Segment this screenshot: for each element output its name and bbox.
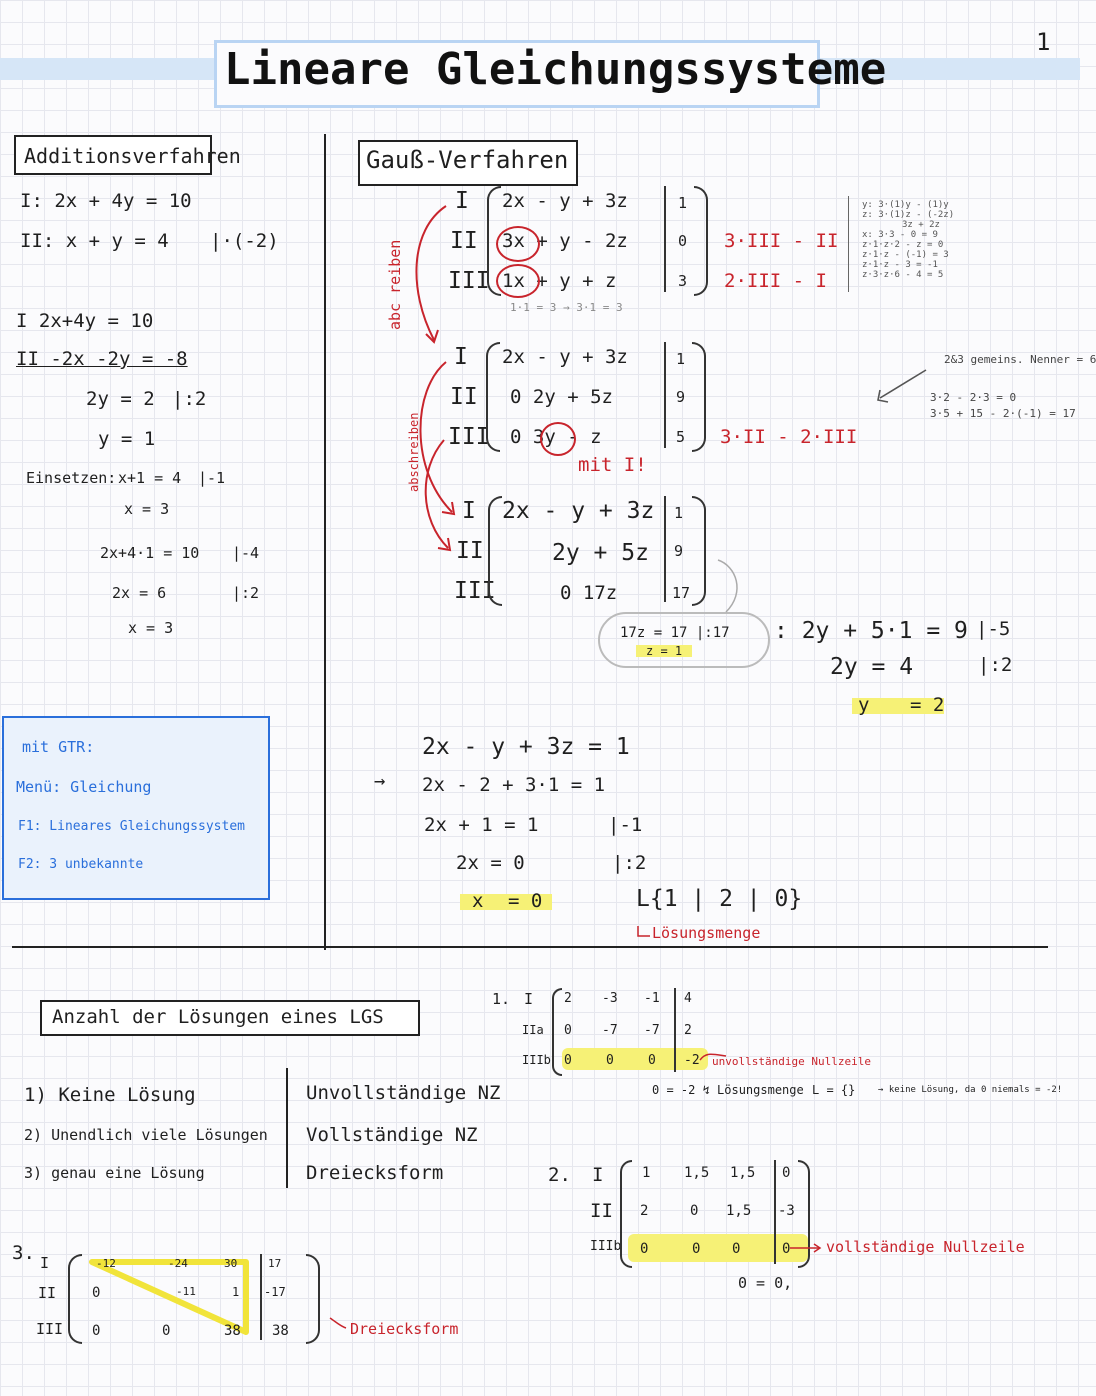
ex3-number: 3. (12, 1242, 35, 1264)
m1-rhs-3: 3 (678, 272, 688, 290)
ex1-row-3-label: IIIb (522, 1053, 551, 1067)
m3-row-3: 0 17z (560, 582, 618, 604)
m1-rhs-2: 0 (678, 232, 688, 250)
m3-rhs-2: 9 (674, 542, 684, 560)
m2-row-1: 2x - y + 3z (502, 346, 628, 368)
m1-row-1-label: I (455, 188, 469, 214)
matrix-cell: 2 (684, 1023, 692, 1038)
x-line-5: x (472, 890, 484, 912)
matrix-cell: 0 (564, 1053, 572, 1068)
m2-rhs-1: 1 (676, 350, 686, 368)
addition-line-2: II: x + y = 4 (20, 230, 169, 252)
matrix-cell: -24 (168, 1257, 188, 1270)
ex1-conclusion: 0 = -2 ↯ Lösungsmenge (652, 1083, 804, 1097)
matrix-cell: 0 (606, 1053, 614, 1068)
matrix-cell: 1,5 (726, 1203, 752, 1219)
page-number: 1 (1036, 28, 1051, 56)
matrix-cell: 1,5 (684, 1165, 710, 1181)
z-line-2: z = 1 (636, 645, 692, 657)
matrix-cell: -17 (264, 1285, 286, 1299)
ex2-nullzeile-highlight (628, 1234, 808, 1262)
horizontal-divider (12, 946, 1048, 948)
gauss-heading: Gauß-Verfahren (366, 146, 569, 174)
y-line-3: y (858, 694, 870, 716)
addition-line-8: x = 3 (124, 500, 170, 518)
m3-row-2: 2y + 5z (552, 540, 649, 566)
matrix-cell: 0 (92, 1285, 101, 1301)
addition-line-5-op: |:2 (172, 388, 207, 410)
addition-line-9: 2x+4·1 = 10 (100, 544, 200, 562)
m3-bracket-right (692, 496, 706, 606)
matrix-cell: 0 (782, 1241, 791, 1257)
scratch-arrow (878, 370, 926, 402)
addition-line-1: I: 2x + 4y = 10 (20, 190, 192, 212)
lcm-note: 2&3 gemeins. Nenner = 6 (944, 353, 1096, 366)
ex1-bracket-left (552, 988, 562, 1076)
ex2-bracket-right (798, 1160, 810, 1268)
note-abc-reiben: abc reiben (386, 239, 404, 330)
ex3-row-2-label: II (38, 1284, 57, 1302)
page-title: Lineare Gleichungssysteme (224, 44, 887, 95)
x-line-3: 2x + 1 = 1 (424, 814, 539, 836)
ex3-label: Dreiecksform (350, 1320, 459, 1338)
addition-line-3: I 2x+4y = 10 (16, 310, 154, 332)
m2-op: 3·II - 2·III (720, 426, 858, 448)
ex1-set: L = {} (812, 1083, 856, 1097)
anzahl-item-2: 2) Unendlich viele Lösungen (24, 1126, 268, 1144)
ex3-divider (260, 1254, 262, 1340)
scratch-notes (862, 200, 954, 280)
y-line-2: 2y = 4 (830, 654, 914, 680)
matrix-cell: 1 (642, 1165, 651, 1181)
anzahl-form-1: Unvollständige NZ (306, 1082, 501, 1104)
note-abschreiben: abschreiben (407, 412, 421, 492)
gtr-line-3: F1: Lineares Gleichungssystem (18, 819, 245, 834)
ex3-row-3-label: III (36, 1320, 64, 1338)
matrix-cell: 0 (648, 1053, 656, 1068)
ex2-label: vollständige Nullzeile (826, 1238, 1025, 1256)
m1-bracket-right (694, 186, 708, 296)
ex2-bracket-left (620, 1160, 632, 1268)
m2-row-3-label: III (448, 424, 490, 450)
matrix-cell: 38 (224, 1323, 241, 1339)
m3-row-2-label: II (456, 538, 484, 564)
addition-line-6: y = 1 (98, 428, 156, 450)
scratch-divider (848, 196, 849, 292)
m3-row-3-label: III (454, 578, 496, 604)
matrix-cell: 2 (564, 991, 572, 1006)
matrix-cell: 38 (272, 1323, 289, 1339)
ex1-row-2-label: IIa (522, 1023, 544, 1037)
matrix-cell: 0 (690, 1203, 699, 1219)
matrix-cell: 0 (564, 1023, 572, 1038)
gtr-line-2: Menü: Gleichung (16, 778, 152, 796)
x-line-5-value: = 0 (508, 890, 543, 912)
m2-divider (664, 342, 666, 448)
ex2-row-2-label: II (590, 1200, 613, 1222)
anzahl-item-1: 1) Keine Lösung (24, 1084, 196, 1106)
scratch-line: z·1·z - 3 = -1 (862, 260, 938, 270)
addition-line-9-op: |-4 (232, 544, 260, 562)
loesungsmenge-arrow (638, 926, 650, 936)
m3-row-1-label: I (462, 498, 476, 524)
ex2-number: 2. (548, 1164, 571, 1186)
m2-row-3: 0 3y - z (510, 426, 602, 448)
x-line-4-op: |:2 (612, 852, 647, 874)
x-line-4: 2x = 0 (456, 852, 525, 874)
scratch-line: z: 3·(1)z - (-2z) (862, 210, 955, 220)
matrix-cell: 0 (92, 1323, 101, 1339)
m1-divider (664, 186, 666, 292)
m1-row-3: 1x + y + z (502, 270, 617, 292)
gtr-line-4: F2: 3 unbekannte (18, 857, 144, 872)
m2-row-1-label: I (454, 344, 468, 370)
m1-op-2: 2·III - I (724, 270, 827, 292)
ex1-reason: → keine Lösung, da 0 niemals = -2! (878, 1085, 1063, 1095)
anzahl-form-2: Vollständige NZ (306, 1124, 478, 1146)
x-arrow: → (374, 770, 386, 792)
m3-rhs-3: 17 (672, 584, 691, 602)
matrix-cell: 0 (782, 1165, 791, 1181)
addition-line-4: II -2x -2y = -8 (16, 348, 188, 370)
m2-rhs-3: 5 (676, 428, 686, 446)
m1-circle-3x (496, 226, 540, 262)
addition-line-7: x+1 = 4 (118, 469, 182, 487)
y-line-1: : 2y + 5·1 = 9 (774, 618, 968, 644)
m3-divider (664, 496, 666, 602)
x-line-3-op: |-1 (608, 814, 643, 836)
m2-note: mit I! (578, 454, 647, 476)
matrix-cell: -3 (778, 1203, 795, 1219)
matrix-cell: -1 (644, 991, 660, 1006)
m2-bracket-left (486, 342, 500, 452)
ex3-row-1-label: I (40, 1254, 50, 1272)
z-line-1: 17z = 17 |:17 (620, 625, 730, 641)
anzahl-heading: Anzahl der Lösungen eines LGS (52, 1006, 384, 1028)
einsetzen-label: Einsetzen: (26, 469, 117, 487)
solution-set-label: Lösungsmenge (652, 924, 761, 942)
m3-row-1: 2x - y + 3z (502, 498, 655, 524)
anzahl-form-3: Dreiecksform (306, 1162, 444, 1184)
m1-circle-1x (496, 264, 540, 298)
matrix-cell: -3 (602, 991, 618, 1006)
matrix-cell: 0 (640, 1241, 649, 1257)
y-line-1-op: |-5 (976, 618, 1011, 640)
addition-line-5: 2y = 2 (86, 388, 155, 410)
m3-result-arrow (718, 560, 737, 612)
matrix-cell: 0 (732, 1241, 741, 1257)
ex1-label: unvollständige Nullzeile (712, 1055, 871, 1068)
vertical-divider (324, 134, 326, 950)
scratch-line: z·1·z - (-1) = 3 (862, 250, 949, 260)
m1-row-3-label: III (448, 268, 490, 294)
scratch-line: z·3·z·6 - 4 = 5 (862, 270, 944, 280)
addition-line-2-op: |·(-2) (210, 230, 279, 252)
ex2-row-3-label: IIIb (590, 1239, 622, 1254)
matrix-cell: 1 (232, 1285, 240, 1299)
matrix-cell: 1,5 (730, 1165, 756, 1181)
scratch-line: 3z + 2z (902, 220, 940, 230)
scratch-line: x: 3·3 - 0 = 9 (862, 230, 938, 240)
ex2-divider (774, 1160, 776, 1264)
m2-row-2-label: II (450, 384, 478, 410)
m1-rhs-1: 1 (678, 194, 688, 212)
solution-set: L{1 | 2 | 0} (636, 886, 803, 912)
m1-row-2-label: II (450, 228, 478, 254)
addition-line-11: x = 3 (128, 619, 174, 637)
matrix-cell: 17 (268, 1257, 282, 1270)
ex3-bracket-right (306, 1254, 320, 1344)
x-line-2: 2x - 2 + 3·1 = 1 (422, 774, 606, 796)
ex2-row-1-label: I (592, 1164, 604, 1186)
reiben-arrow (416, 206, 446, 342)
x-line-1: 2x - y + 3z = 1 (422, 734, 630, 760)
ex2-conclusion: 0 = 0, (738, 1274, 793, 1292)
ex1-divider (674, 988, 676, 1072)
matrix-cell: -12 (96, 1257, 116, 1270)
y-line-3-value: = 2 (910, 694, 945, 716)
m3-rhs-1: 1 (674, 504, 684, 522)
matrix-cell: 4 (684, 991, 692, 1006)
addition-line-10-op: |:2 (232, 584, 260, 602)
matrix-cell: -2 (684, 1053, 700, 1068)
check-1: 3·2 - 2·3 = 0 (930, 391, 1017, 404)
matrix-cell: 2 (640, 1203, 649, 1219)
m1-hint: 1·1 = 3 → 3·1 = 3 (510, 301, 623, 314)
anzahl-divider (286, 1068, 288, 1188)
m1-op-1: 3·III - II (724, 230, 839, 252)
matrix-cell: -11 (176, 1285, 196, 1298)
matrix-cell: 30 (224, 1257, 238, 1270)
gtr-line-1: mit GTR: (22, 738, 95, 756)
ex1-row-1-label: I (524, 990, 534, 1008)
scratch-line: z·1·z·2 - z = 0 (862, 240, 944, 250)
m2-rhs-2: 9 (676, 388, 686, 406)
check-2: 3·5 + 15 - 2·(-1) = 17 (930, 407, 1076, 420)
matrix-cell: 0 (162, 1323, 171, 1339)
addition-heading: Additionsverfahren (24, 144, 241, 168)
m1-row-1: 2x - y + 3z (502, 190, 628, 212)
scratch-line: y: 3·(1)y - (1)y (862, 200, 949, 210)
anzahl-item-3: 3) genau eine Lösung (24, 1164, 205, 1182)
m3-bracket-left (488, 496, 502, 606)
matrix-cell: 0 (692, 1241, 701, 1257)
abschreiben-arrow (420, 362, 454, 550)
ex1-number: 1. (492, 990, 511, 1008)
addition-line-7-op: |-1 (198, 469, 226, 487)
m2-bracket-right (692, 342, 706, 452)
dreiecksform-arrow (330, 1318, 346, 1328)
ex3-bracket-left (68, 1254, 82, 1344)
addition-line-10: 2x = 6 (112, 584, 167, 602)
m1-row-2: 3x + y - 2z (502, 230, 628, 252)
matrix-cell: -7 (602, 1023, 618, 1038)
m2-circle-3y (540, 422, 576, 456)
m2-row-2: 0 2y + 5z (510, 386, 613, 408)
y-line-2-op: |:2 (978, 654, 1013, 676)
matrix-cell: -7 (644, 1023, 660, 1038)
